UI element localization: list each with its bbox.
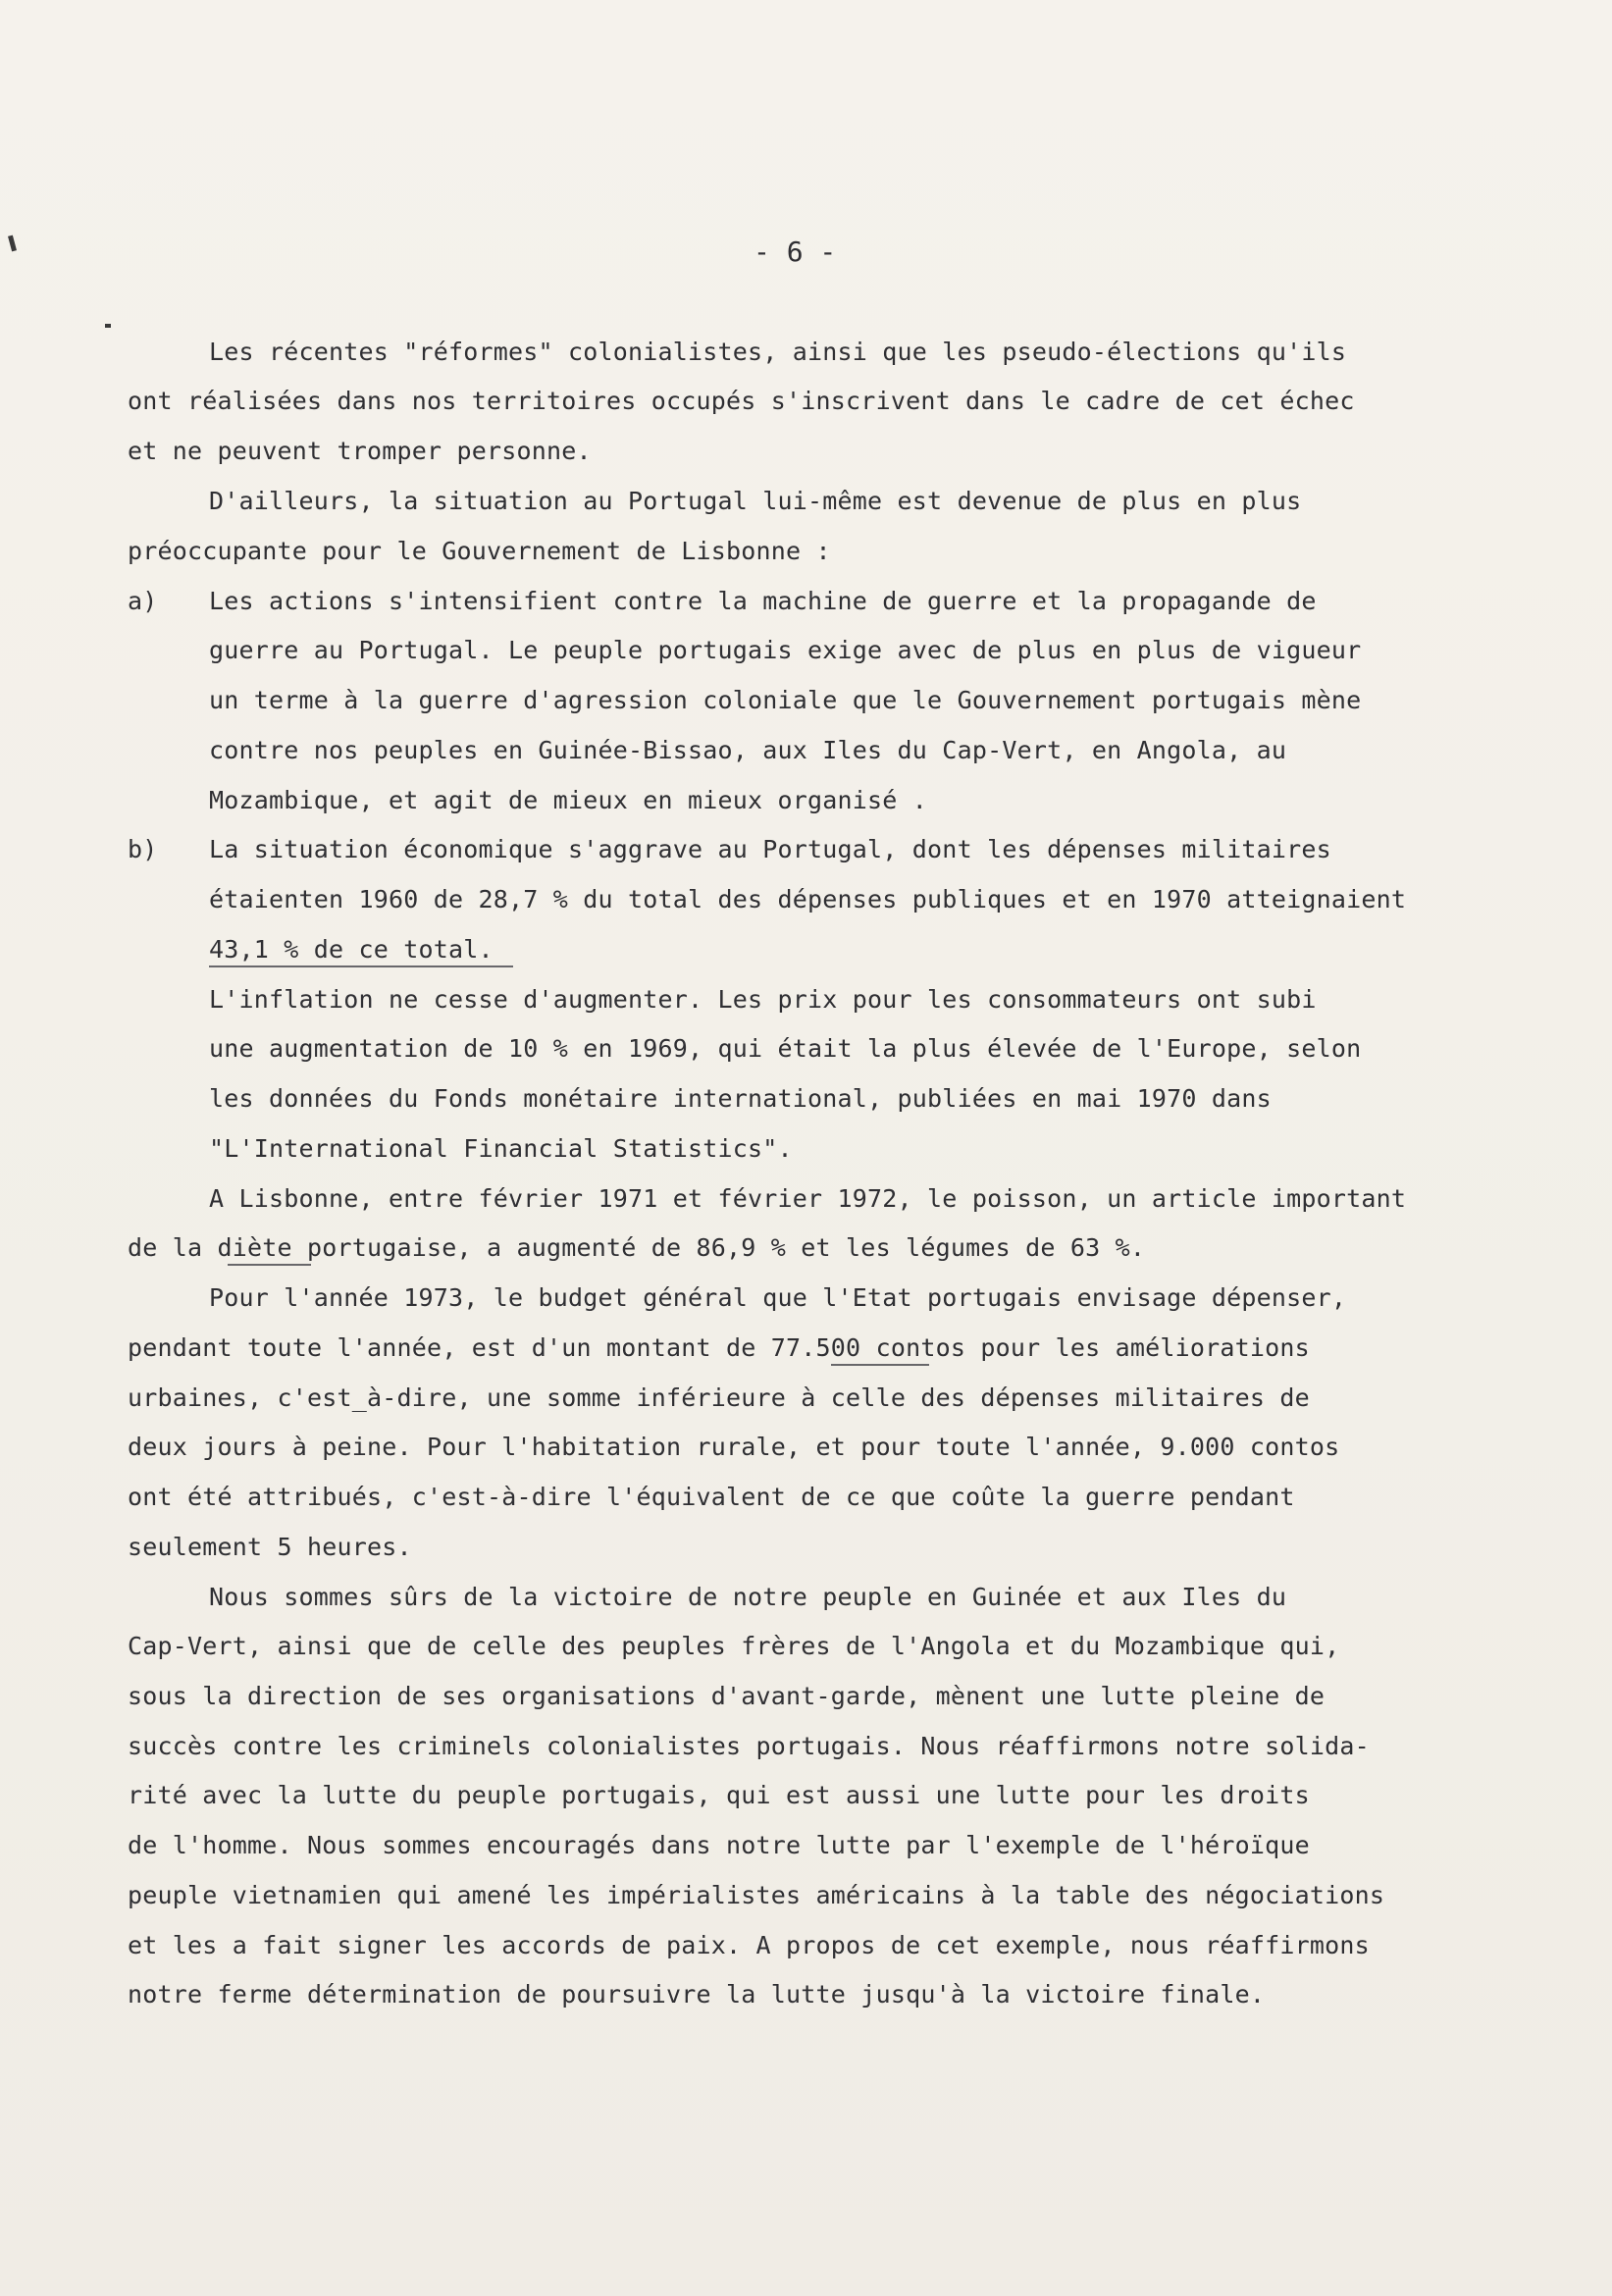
text-line-2: ont réalisées dans nos territoires occupés s'inscrivent dans le cadre de cet échec	[128, 387, 1355, 415]
text-line-19: de la diète portugaise, a augmenté de 86,9 % et les légumes de 63 %.	[128, 1233, 1146, 1262]
text-line-5: préoccupante pour le Gouvernement de Lisbonne :	[128, 537, 831, 565]
text-line-23: deux jours à peine. Pour l'habitation rurale, et pour toute l'année, 9.000 contos	[128, 1433, 1340, 1461]
text-line-20: Pour l'année 1973, le budget général que l'Etat portugais envisage dépenser,	[209, 1283, 1347, 1312]
text-line-14: L'inflation ne cesse d'augmenter. Les prix pour les consommateurs ont subi	[209, 985, 1317, 1014]
text-line-32: peuple vietnamien qui amené les impérialistes américains à la table des négociations	[128, 1881, 1385, 1909]
margin-mark	[8, 235, 17, 252]
text-line-1: Les récentes "réformes" colonialistes, ainsi que les pseudo-élections qu'ils	[209, 338, 1347, 366]
text-line-34: notre ferme détermination de poursuivre la lutte jusqu'à la victoire finale.	[128, 1980, 1266, 2009]
text-line-21: pendant toute l'année, est d'un montant de 77.500 contos pour les améliorations	[128, 1333, 1310, 1362]
margin-mark	[105, 324, 111, 328]
text-line-10: Mozambique, et agit de mieux en mieux organisé .	[209, 786, 928, 814]
text-line-17: "L'International Financial Statistics".	[209, 1134, 793, 1163]
text-line-24: ont été attribués, c'est-à-dire l'équivalent de ce que coûte la guerre pendant	[128, 1483, 1295, 1511]
text-line-3: et ne peuvent tromper personne.	[128, 437, 592, 465]
text-line-33: et les a fait signer les accords de paix. A propos de cet exemple, nous réaffirmons	[128, 1931, 1370, 1959]
text-line-11: La situation économique s'aggrave au Portugal, dont les dépenses militaires	[209, 835, 1331, 863]
text-line-28: sous la direction de ses organisations d'avant-garde, mènent une lutte pleine de	[128, 1682, 1326, 1710]
text-line-29: succès contre les criminels colonialistes portugais. Nous réaffirmons notre solida-	[128, 1732, 1370, 1760]
text-line-4: D'ailleurs, la situation au Portugal lui-même est devenue de plus en plus	[209, 487, 1302, 515]
text-line-27: Cap-Vert, ainsi que de celle des peuples frères de l'Angola et du Mozambique qui,	[128, 1632, 1340, 1660]
text-line-15: une augmentation de 10 % en 1969, qui était la plus élevée de l'Europe, selon	[209, 1034, 1362, 1063]
text-line-30: rité avec la lutte du peuple portugais, qui est aussi une lutte pour les droits	[128, 1781, 1310, 1809]
text-line-25: seulement 5 heures.	[128, 1533, 412, 1561]
text-line-18: A Lisbonne, entre février 1971 et février 1972, le poisson, un article important	[209, 1184, 1407, 1213]
text-line-26: Nous sommes sûrs de la victoire de notre peuple en Guinée et aux Iles du	[209, 1583, 1287, 1611]
list-marker-b: b)	[128, 835, 158, 863]
text-line-12: étaienten 1960 de 28,7 % du total des dépenses publiques et en 1970 atteignaient	[209, 885, 1407, 913]
text-line-13: 43,1 % de ce total.	[209, 935, 494, 964]
text-line-31: de l'homme. Nous sommes encouragés dans notre lutte par l'exemple de l'héroïque	[128, 1831, 1310, 1859]
text-line-22: urbaines, c'est_à-dire, une somme inférieure à celle des dépenses militaires de	[128, 1383, 1310, 1412]
underline-43-percent	[209, 965, 513, 967]
list-marker-a: a)	[128, 587, 158, 615]
text-line-6: Les actions s'intensifient contre la machine de guerre et la propagande de	[209, 587, 1317, 615]
text-line-7: guerre au Portugal. Le peuple portugais exige avec de plus en plus de vigueur	[209, 636, 1362, 664]
page-number: - 6 -	[754, 235, 837, 268]
text-line-8: un terme à la guerre d'agression coloniale que le Gouvernement portugais mène	[209, 686, 1362, 714]
text-line-16: les données du Fonds monétaire international, publiées en mai 1970 dans	[209, 1084, 1272, 1113]
underline-77500	[831, 1364, 929, 1366]
text-line-9: contre nos peuples en Guinée-Bissao, aux Iles du Cap-Vert, en Angola, au	[209, 736, 1287, 764]
underline-diete	[228, 1264, 311, 1266]
